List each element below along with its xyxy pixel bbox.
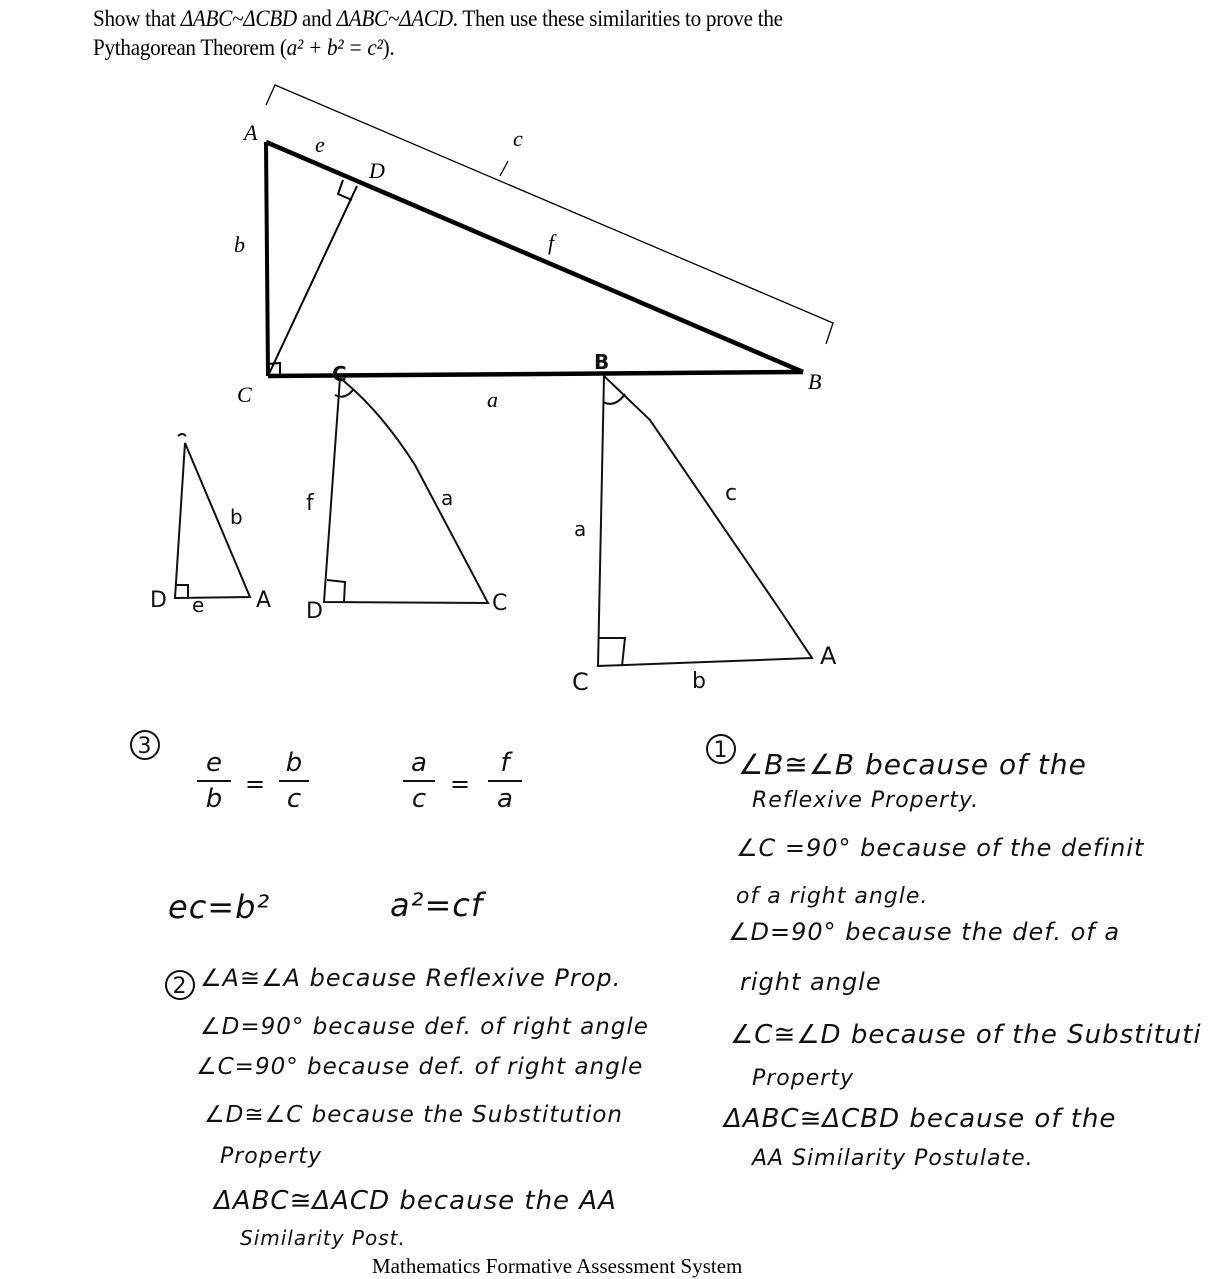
student-mark-c: C: [332, 362, 347, 386]
step1-line: ∠C =90° because of the definit: [736, 834, 1145, 862]
sketch2-side-a: a: [441, 486, 454, 510]
step1-line: of a right angle.: [736, 884, 929, 909]
pythagorean-formula: a² + b² = c²: [286, 35, 383, 60]
side-label-a: a: [487, 387, 498, 412]
step1-line: ∠B≅∠B because of the: [738, 748, 1087, 781]
step1-line: ∠C≅∠D because of the Substituti: [730, 1020, 1202, 1050]
step1-line: Reflexive Property.: [752, 788, 980, 813]
footer-system-name: Mathematics Formative Assessment System: [372, 1254, 743, 1278]
ratio1-rhs: b c: [279, 748, 309, 814]
ratio1-lhs: e b: [197, 748, 231, 814]
step2-marker: 2: [165, 970, 195, 1000]
sketch1-vertex-a: A: [256, 588, 272, 613]
sketch3-side-c: c: [725, 481, 738, 506]
step2-line: ΔABC≅ΔACD because the AA: [214, 1186, 617, 1216]
ratio2-equals: =: [450, 770, 472, 798]
prompt-line-2: Pythagorean Theorem (a² + b² = c²).: [93, 35, 395, 60]
vertex-label-d: D: [369, 158, 385, 183]
result-a-squared-equals-cf: a²=cf: [390, 886, 484, 924]
step1-line: AA Similarity Postulate.: [752, 1146, 1034, 1171]
step1-marker: 1: [706, 734, 736, 764]
side-label-f: f: [548, 230, 555, 255]
step1-line: ∠D=90° because the def. of a: [728, 918, 1121, 946]
sketch1-side-b: b: [230, 505, 243, 529]
step1-line: Property: [752, 1066, 854, 1091]
sketch3-vertex-c: C: [572, 668, 589, 696]
step2-line: ∠C=90° because def. of right angle: [196, 1054, 644, 1080]
step2-line: ∠D=90° because def. of right angle: [200, 1014, 649, 1040]
sketch3-vertex-a: A: [820, 642, 837, 670]
sketch1-side-e: e: [192, 593, 205, 617]
step2-line: Property: [220, 1144, 322, 1169]
ratio2-lhs: a c: [403, 748, 435, 814]
sketch2-vertex-c: C: [492, 591, 508, 616]
step3-marker: 3: [130, 730, 160, 760]
step1-line: ΔABC≅ΔCBD because of the: [724, 1104, 1117, 1134]
side-label-b: b: [234, 232, 245, 257]
step2-line: Similarity Post.: [240, 1226, 406, 1250]
sketch2-side-f: f: [306, 491, 314, 516]
step1-line: right angle: [740, 968, 882, 996]
result-ec-equals-b-squared: ec=b²: [168, 888, 271, 926]
sketch-triangle-bca: [598, 376, 812, 666]
sketch-triangle-bdc: [324, 378, 488, 603]
vertex-label-b: B: [808, 369, 822, 394]
ratio2-rhs: f a: [488, 748, 522, 814]
main-triangle: [266, 142, 803, 376]
student-mark-b: B: [594, 350, 610, 374]
side-label-c: c: [513, 126, 523, 151]
sketch2-vertex-d: D: [306, 599, 323, 624]
side-label-e: e: [315, 132, 325, 157]
sketch1-vertex-d: D: [150, 588, 167, 613]
sketch3-side-b: b: [692, 669, 706, 694]
vertex-label-c: C: [237, 382, 252, 407]
ratio1-equals: =: [245, 770, 267, 798]
similarity-1: ΔABC~ΔCBD: [180, 6, 297, 31]
prompt-line-1: Show that ΔABC~ΔCBD and ΔABC~ΔACD. Then use these similarities to prove the: [93, 6, 783, 31]
step2-line: ∠D≅∠C because the Substitution: [204, 1102, 623, 1128]
vertex-label-a: A: [244, 120, 258, 145]
step2-line: ∠A≅∠A because Reflexive Prop.: [200, 964, 622, 992]
hypotenuse-bracket: [266, 85, 833, 344]
sketch3-side-a: a: [574, 517, 587, 541]
similarity-2: ΔABC~ΔACD: [336, 6, 453, 31]
